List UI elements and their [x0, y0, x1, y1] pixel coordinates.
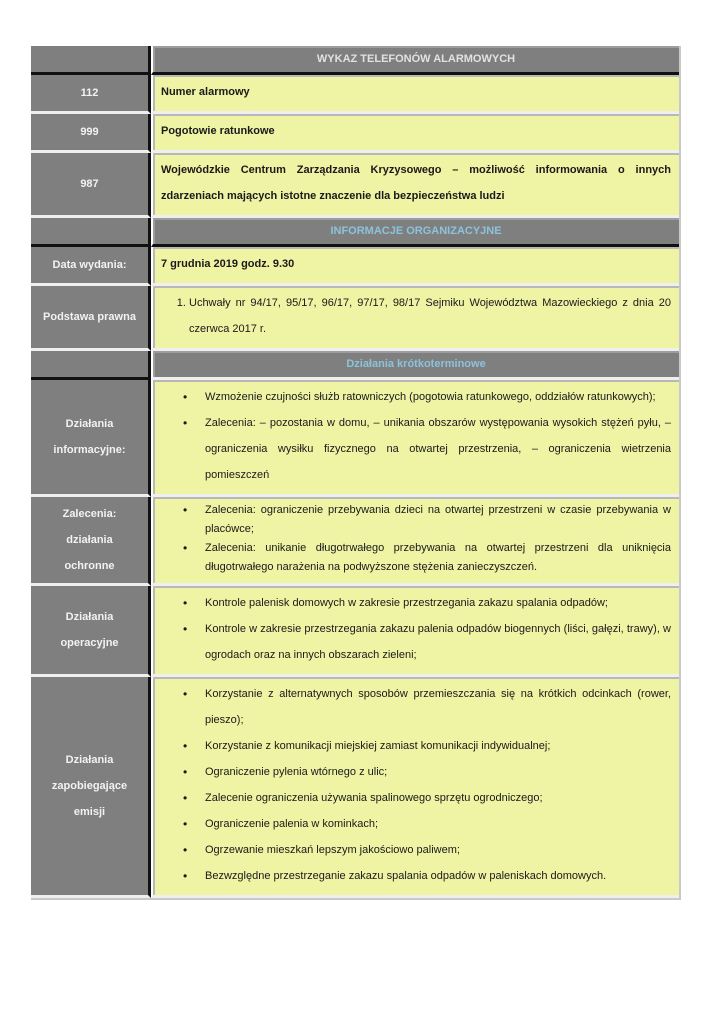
- date-value: 7 grudnia 2019 godz. 9.30: [161, 258, 295, 270]
- section-zapobiegajace: [31, 677, 679, 898]
- section-label: Działania: [65, 418, 114, 430]
- phone-number: 112: [31, 75, 151, 114]
- org-header-row: [31, 218, 679, 247]
- phones-header-row: [31, 46, 679, 75]
- list-item: • Bezwzględne przestrzeganie zakazu spalania odpadów w paleniskach domowych.: [205, 863, 671, 889]
- list-item: • Korzystanie z alternatywnych sposobów przemieszczania się na krótkich odcinkach (rower, pieszo);: [205, 681, 671, 733]
- actions-header: Działania krótkoterminowe: [151, 351, 679, 380]
- bullet-list: [161, 501, 671, 577]
- empty-label-cell: [31, 351, 151, 380]
- bullet-list: [161, 384, 671, 488]
- bullet-list: [161, 590, 671, 668]
- list-item: • Zalecenie ograniczenia używania spalinowego sprzętu ogrodniczego;: [205, 785, 671, 811]
- bullet-list: [161, 681, 671, 889]
- list-item: • Kontrole palenisk domowych w zakresie przestrzegania zakazu spalania odpadów;: [205, 590, 671, 616]
- empty-label-cell: [31, 46, 151, 75]
- empty-label-cell: [31, 218, 151, 247]
- list-item: • Korzystanie z komunikacji miejskiej zamiast komunikacji indywidualnej;: [205, 733, 671, 759]
- phone-number: 999: [31, 114, 151, 153]
- list-item: • Wzmożenie czujności służb ratowniczych (pogotowia ratunkowego, oddziałów ratunkowych);: [205, 384, 671, 410]
- phone-desc: Wojewódzkie Centrum Zarządzania Kryzysowego – możliwość informowania o innych zdarzeniach mających istotne znaczenie dla bezpieczeństwa ludzi: [161, 164, 671, 202]
- phones-header: WYKAZ TELEFONÓW ALARMOWYCH: [151, 46, 679, 75]
- section-label: Działania: [65, 754, 114, 766]
- phone-desc: Numer alarmowy: [161, 86, 250, 98]
- list-item: • Ogrzewanie mieszkań lepszym jakościowo paliwem;: [205, 837, 671, 863]
- phone-row: [31, 153, 679, 218]
- date-row: [31, 247, 679, 286]
- section-label: ochronne: [64, 560, 115, 572]
- section-label: Działania: [65, 611, 114, 623]
- list-item: • Ograniczenie palenia w kominkach;: [205, 811, 671, 837]
- section-label: informacyjne:: [53, 444, 126, 456]
- list-item: • Kontrole w zakresie przestrzegania zakazu palenia odpadów biogennych (liści, gałęzi, trawy), w ogrodach oraz na innych obszarach zieleni;: [205, 616, 671, 668]
- alert-table: [31, 46, 681, 900]
- phone-desc: Pogotowie ratunkowe: [161, 125, 275, 137]
- list-item: • Zalecenia: ograniczenie przebywania dzieci na otwartej przestrzeni w czasie przebywania w placówce;: [205, 501, 671, 539]
- list-item: • Zalecenia: unikanie długotrwałego przebywania na otwartej przestrzeni dla uniknięcia długotrwałego narażenia na podwyższone stężenia zanieczyszczeń.: [205, 539, 671, 577]
- actions-header-row: [31, 351, 679, 380]
- org-header: INFORMACJE ORGANIZACYJNE: [151, 218, 679, 247]
- section-operacyjne: [31, 586, 679, 677]
- section-label: zapobiegające: [51, 780, 128, 792]
- legal-list: [161, 290, 671, 342]
- section-label: operacyjne: [60, 637, 119, 649]
- section-ochronne: [31, 497, 679, 586]
- legal-label: Podstawa prawna: [31, 286, 151, 351]
- phone-number: 987: [31, 153, 151, 218]
- phone-row: [31, 114, 679, 153]
- section-label: emisji: [73, 806, 106, 818]
- list-item: • Ograniczenie pylenia wtórnego z ulic;: [205, 759, 671, 785]
- section-label: Zalecenia:: [62, 508, 117, 520]
- phone-row: [31, 75, 679, 114]
- list-item: • Zalecenia: – pozostania w domu, – unikania obszarów występowania wysokich stężeń pyłu, – ograniczenia wysiłku fizycznego na otwartej przestrzenia, – ograniczenia wietrzenia pomieszczeń: [205, 410, 671, 488]
- date-label: Data wydania:: [31, 247, 151, 286]
- section-informacyjne: [31, 380, 679, 497]
- section-label: działania: [66, 534, 113, 546]
- legal-item: 1. Uchwały nr 94/17, 95/17, 96/17, 97/17, 98/17 Sejmiku Województwa Mazowieckiego z dnia 20 czerwca 2017 r.: [189, 290, 671, 342]
- legal-row: [31, 286, 679, 351]
